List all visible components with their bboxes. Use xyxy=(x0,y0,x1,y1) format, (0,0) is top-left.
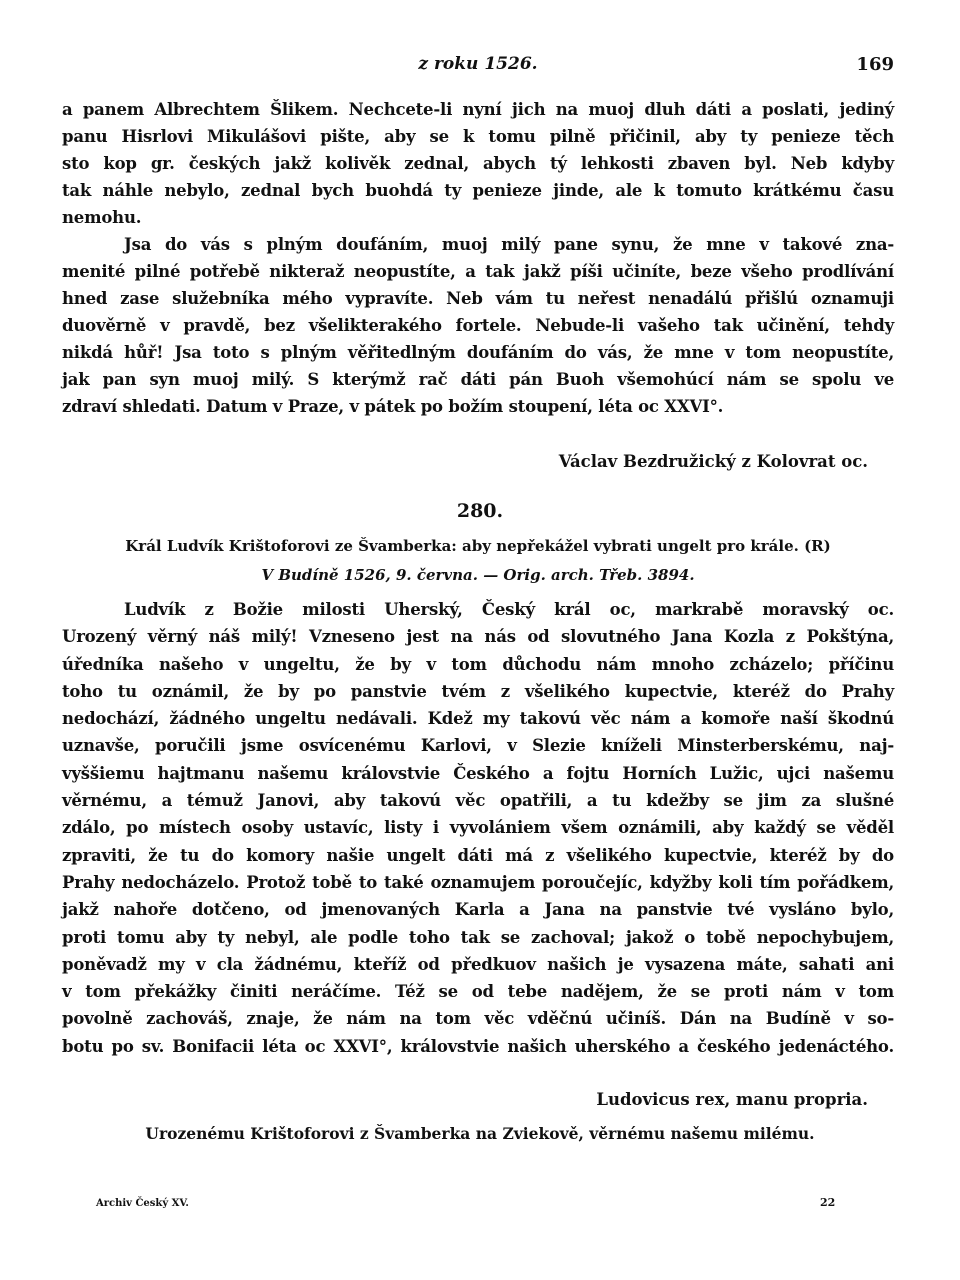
previous-letter-signature: Václav Bezdružický z Kolovrat oc. xyxy=(558,452,868,471)
text-line: nikdá hůř! Jsa toto s plným věřitedlným doufáním do vás, že mne v tom neopustíte, xyxy=(62,343,894,362)
text-line: jak pan syn muoj milý. S kterýmž rač dáti pán Buoh všemohúcí nám se spolu ve xyxy=(62,370,894,389)
text-line: jakž nahoře dotčeno, od jmenovaných Karla a Jana na panstvie tvé vysláno bylo, xyxy=(62,900,894,920)
document-number: 280. xyxy=(456,500,504,522)
text-line: panu Hisrlovi Mikulášovi pište, aby se k tomu pilně přičinil, aby ty penieze těch xyxy=(62,127,894,146)
text-line: sto kop gr. českých jakž kolivěk zednal, abych tý lehkosti zbaven byl. Neb kdyby xyxy=(62,154,894,173)
text-line: povolně zachováš, znaje, že nám na tom věc vděčnú učiníš. Dán na Budíně v so- xyxy=(62,1009,894,1029)
text-line: proti tomu aby ty nebyl, ale podle toho tak se zachoval; jakož o tobě nepochybujem, xyxy=(62,927,894,947)
text-line: botu po sv. Bonifacii léta oc XXVI°, královstvie našich uherského a českého jedenáctého. xyxy=(62,1036,894,1056)
letter-address: Urozenému Krištoforovi z Švamberka na Zviekově, věrnému našemu milému. xyxy=(145,1124,815,1143)
text-line: hned zase služebníka mého vypravíte. Neb vám tu neřest nenadálú přišlú oznamuji xyxy=(62,289,894,308)
text-line: menité pilné potřebě nikteraž neopustíte, a tak jakž píši učiníte, beze všeho prodlívání xyxy=(62,262,894,281)
text-line: tak náhle nebylo, zednal bych buohdá ty penieze jinde, ale k tomuto krátkému času xyxy=(62,181,894,200)
text-line: v tom překážky činiti neráčíme. Též se od tebe nadějem, že se proti nám v tom xyxy=(62,982,894,1002)
text-line: zpraviti, že tu do komory našie ungelt dáti má z všelikého kupectvie, kteréž by do xyxy=(62,845,894,865)
document-source: V Budíně 1526, 9. června. — Orig. arch. Třeb. 3894. xyxy=(261,566,695,584)
letter-text xyxy=(62,596,894,1060)
text-line: a panem Albrechtem Šlikem. Nechcete-li nyní jich na muoj dluh dáti a poslati, jediný xyxy=(62,100,894,119)
text-line: toho tu oznámil, že by po panstvie tvém z všelikého kupectvie, kteréž do Prahy xyxy=(62,681,894,701)
text-line: nemohu. xyxy=(62,208,142,227)
letter-signature: Ludovicus rex, manu propria. xyxy=(596,1090,868,1109)
running-head-title: z roku 1526. xyxy=(418,54,538,74)
text-line: věrnému, a témuž Janovi, aby takovú věc opatřili, a tu kdežby se jim za slušné xyxy=(62,791,894,811)
text-line: Ludvík z Božie milosti Uherský, Český král oc, markrabě moravský oc. xyxy=(124,600,894,619)
text-line: vyššiemu hajtmanu našemu královstvie Českého a fojtu Horních Lužic, ujci našemu xyxy=(62,763,894,783)
text-line: úředníka našeho v ungeltu, že by v tom důchodu nám mnoho zcházelo; příčinu xyxy=(62,654,894,674)
footer-signature-mark: 22 xyxy=(820,1196,836,1209)
text-line: uznavše, poručili jsme osvícenému Karlovi, v Slezie kníželi Minsterberskému, naj- xyxy=(62,736,894,756)
text-line: Prahy nedocházelo. Protož tobě to také oznamujem poroučejíc, kdyžby koli tím pořádkem, xyxy=(62,872,894,892)
text-line: zdraví shledati. Datum v Praze, v pátek po božím stoupení, léta oc XXVI°. xyxy=(62,397,724,416)
text-line: duověrně v pravdě, bez všelikterakého fortele. Nebude-li vašeho tak učinění, tehdy xyxy=(62,316,894,335)
document-summary: Král Ludvík Krištoforovi ze Švamberka: aby nepřekážel vybrati ungelt pro krále. (R) xyxy=(125,537,831,555)
page-number: 169 xyxy=(856,54,894,75)
text-line: poněvadž my v cla žádnému, kteříž od předkuov našich je vysazena máte, sahati ani xyxy=(62,954,894,974)
text-line: Urozený věrný náš milý! Vzneseno jest na nás od slovutného Jana Kozla z Pokštýna, xyxy=(62,627,894,647)
text-line: Jsa do vás s plným doufáním, muoj milý pane synu, že mne v takové zna- xyxy=(124,235,894,254)
text-line: nedochází, žádného ungeltu nedávali. Kdež my takovú věc nám a komoře naší škodnú xyxy=(62,709,894,729)
previous-letter-text xyxy=(62,96,894,420)
footer-series: Archiv Český XV. xyxy=(96,1198,189,1209)
running-head xyxy=(62,54,894,80)
text-line: zdálo, po místech osoby ustavíc, listy i vyvolániem všem oznámili, aby každý se věděl xyxy=(62,818,894,838)
